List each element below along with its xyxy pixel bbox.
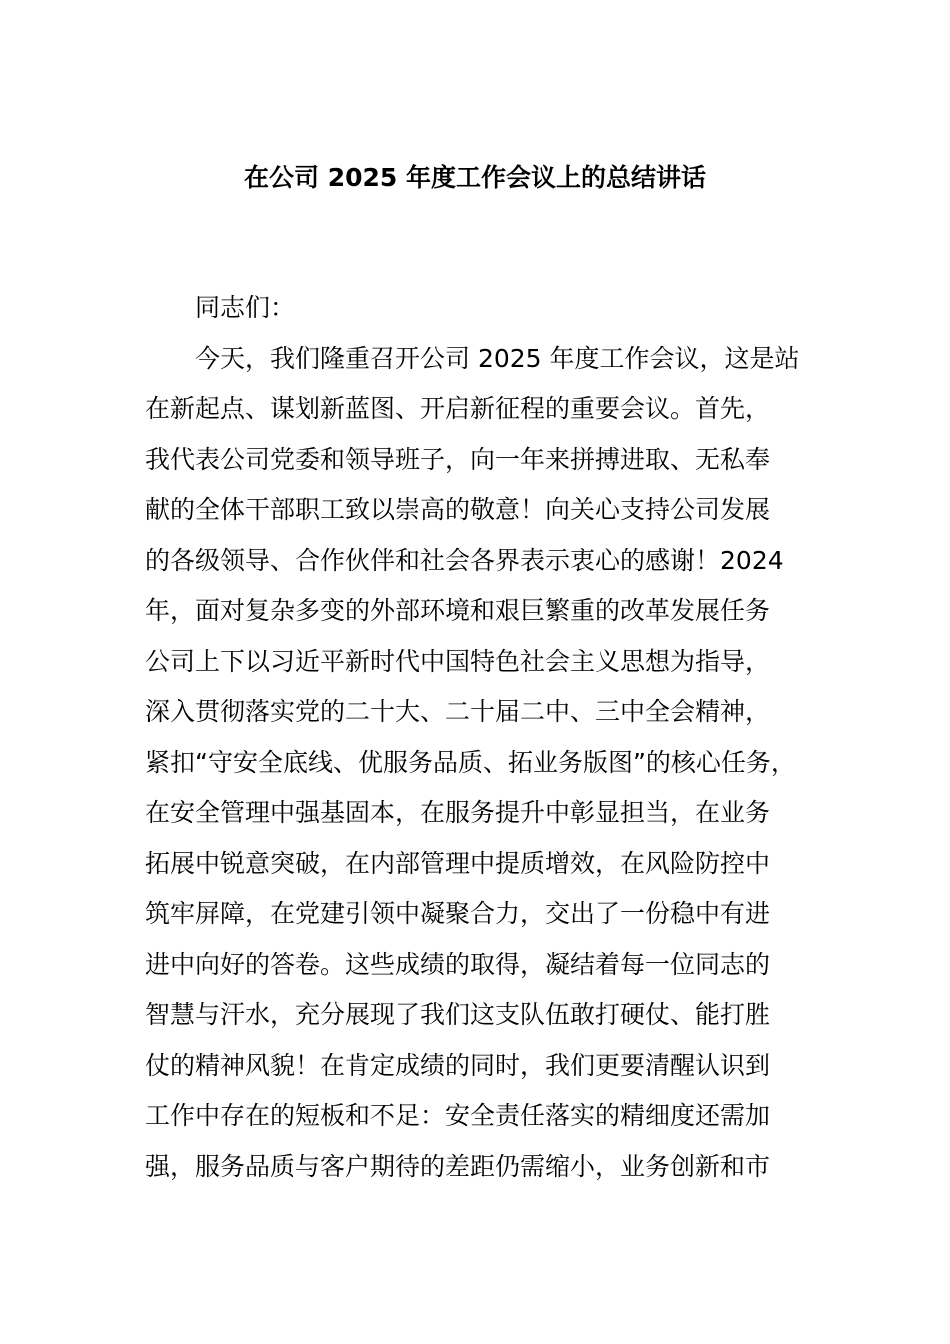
- paragraph-line: 强，服务品质与客户期待的差距仍需缩小，业务创新和市: [145, 1151, 771, 1181]
- document-body: [145, 283, 815, 1192]
- paragraph-line: 公司上下以习近平新时代中国特色社会主义思想为指导，: [145, 646, 771, 676]
- paragraph-line: 我代表公司党委和领导班子，向一年来拼搏进取、无私奉: [145, 444, 771, 474]
- paragraph-line: 今天，我们隆重召开公司 2025 年度工作会议，这是站: [195, 343, 800, 373]
- paragraph-line: 进中向好的答卷。这些成绩的取得，凝结着每一位同志的: [145, 949, 771, 979]
- paragraph-line: 仗的精神风貌！在肯定成绩的同时，我们更要清醒认识到: [145, 1050, 771, 1080]
- paragraph-line: 智慧与汗水，充分展现了我们这支队伍敢打硬仗、能打胜: [145, 1000, 771, 1029]
- paragraph-line: 深入贯彻落实党的二十大、二十届二中、三中全会精神，: [145, 697, 771, 726]
- paragraph-line: 在新起点、谋划新蓝图、开启新征程的重要会议。首先，: [145, 394, 771, 423]
- paragraph-line: 的各级领导、合作伙伴和社会各界表示衷心的感谢！2024: [145, 545, 784, 575]
- paragraph-line: 年，面对复杂多变的外部环境和艰巨繁重的改革发展任务: [145, 596, 771, 625]
- salutation: 同志们：: [195, 293, 296, 322]
- document-title: 在公司 2025 年度工作会议上的总结讲话: [244, 163, 706, 192]
- paragraph-line: 拓展中锐意突破，在内部管理中提质增效，在风险防控中: [145, 848, 771, 878]
- paragraph-line: 筑牢屏障，在党建引领中凝聚合力，交出了一份稳中有进: [145, 899, 771, 928]
- paragraph-line: 在安全管理中强基固本，在服务提升中彰显担当，在业务: [145, 798, 771, 827]
- paragraph-line: 献的全体干部职工致以崇高的敬意！向关心支持公司发展: [145, 495, 771, 524]
- paragraph-line: 紧扣“守安全底线、优服务品质、拓业务版图”的核心任务，: [145, 747, 796, 777]
- paragraph-line: 工作中存在的短板和不足：安全责任落实的精细度还需加: [145, 1101, 771, 1130]
